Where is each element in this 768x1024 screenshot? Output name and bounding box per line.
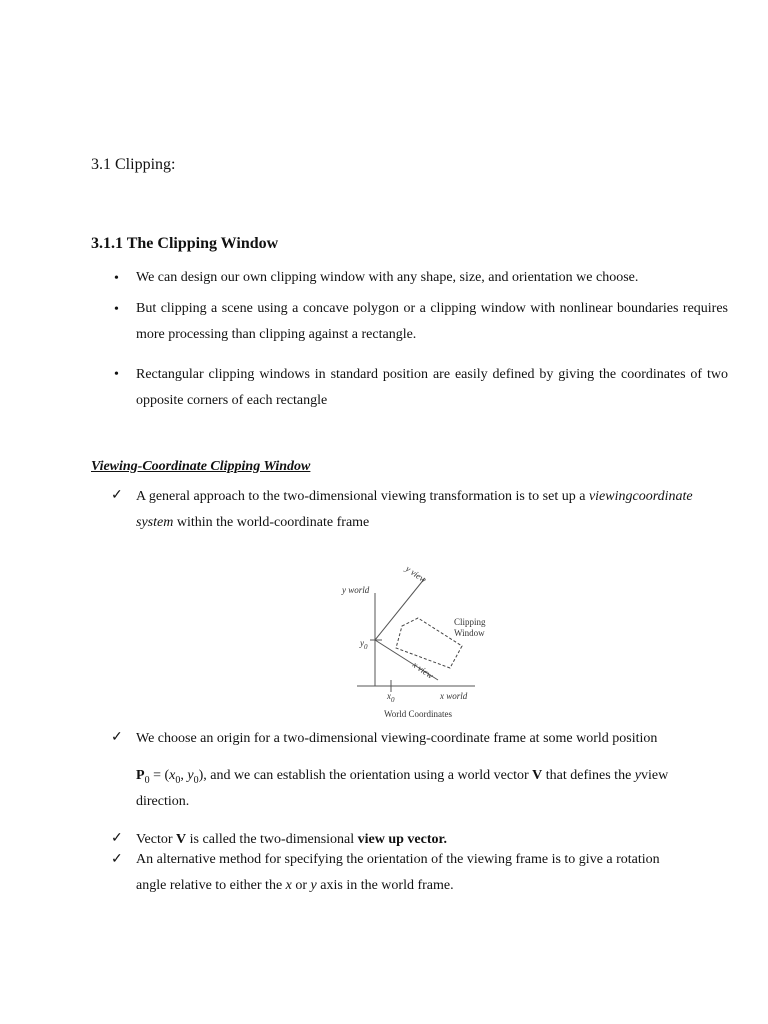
viewing-coordinate-heading: Viewing-Coordinate Clipping Window bbox=[91, 459, 311, 474]
section-title: 3.1 Clipping: bbox=[91, 156, 176, 173]
check-icon: ✓ bbox=[111, 831, 123, 846]
subsection-title: 3.1.1 The Clipping Window bbox=[91, 235, 279, 252]
x-view-label: x view bbox=[410, 659, 436, 681]
clipping-label: Clipping bbox=[454, 617, 486, 627]
x-world-label: x world bbox=[440, 691, 468, 701]
bullet-marker: • bbox=[114, 271, 119, 286]
check-item-3: Vector V is called the two-dimensional view up vector. bbox=[136, 832, 447, 847]
bullet-marker: • bbox=[114, 367, 119, 382]
viewing-coordinates-diagram bbox=[330, 556, 490, 724]
y0-label: $y_0$ bbox=[360, 638, 368, 651]
check-icon: ✓ bbox=[111, 730, 123, 745]
check-item-2-line-3: direction. bbox=[136, 794, 190, 809]
bullet-marker: • bbox=[114, 302, 119, 317]
y-view-axis bbox=[375, 578, 425, 640]
check-icon: ✓ bbox=[111, 852, 123, 867]
check-icon: ✓ bbox=[111, 488, 123, 503]
bullet-text-1: We can design our own clipping window with any shape, size, and orientation we choose. bbox=[136, 270, 639, 285]
window-label: Window bbox=[454, 628, 485, 638]
y-view-label: y view bbox=[403, 563, 429, 585]
check-item-1: A general approach to the two-dimensional viewing transformation is to set up a viewingcoordinate system within the world-coordinate frame bbox=[136, 489, 693, 530]
check-item-2-line-2: $P_0 = (x_0$, $y_0$), and we can establish the orientation using a world vector V that defines the yview bbox=[136, 768, 669, 786]
bullet-text-3: Rectangular clipping windows in standard position are easily defined by giving the coordinates of two opposite corners of each rectangle bbox=[136, 367, 728, 408]
y-world-label: y world bbox=[342, 585, 370, 595]
clipping-window-rect bbox=[396, 618, 462, 668]
check-item-4-line-1: An alternative method for specifying the orientation of the viewing frame is to give a rotation bbox=[136, 852, 660, 867]
bullet-text-2: But clipping a scene using a concave polygon or a clipping window with nonlinear boundaries requires more processing than clipping against a rectangle. bbox=[136, 301, 728, 342]
x0-label: $x_0$ bbox=[387, 691, 395, 704]
check-item-2-line-1: We choose an origin for a two-dimensional viewing-coordinate frame at some world position bbox=[136, 731, 658, 746]
diagram-caption: World Coordinates bbox=[384, 709, 453, 719]
check-item-4-line-2: angle relative to either the x or y axis in the world frame. bbox=[136, 878, 454, 893]
